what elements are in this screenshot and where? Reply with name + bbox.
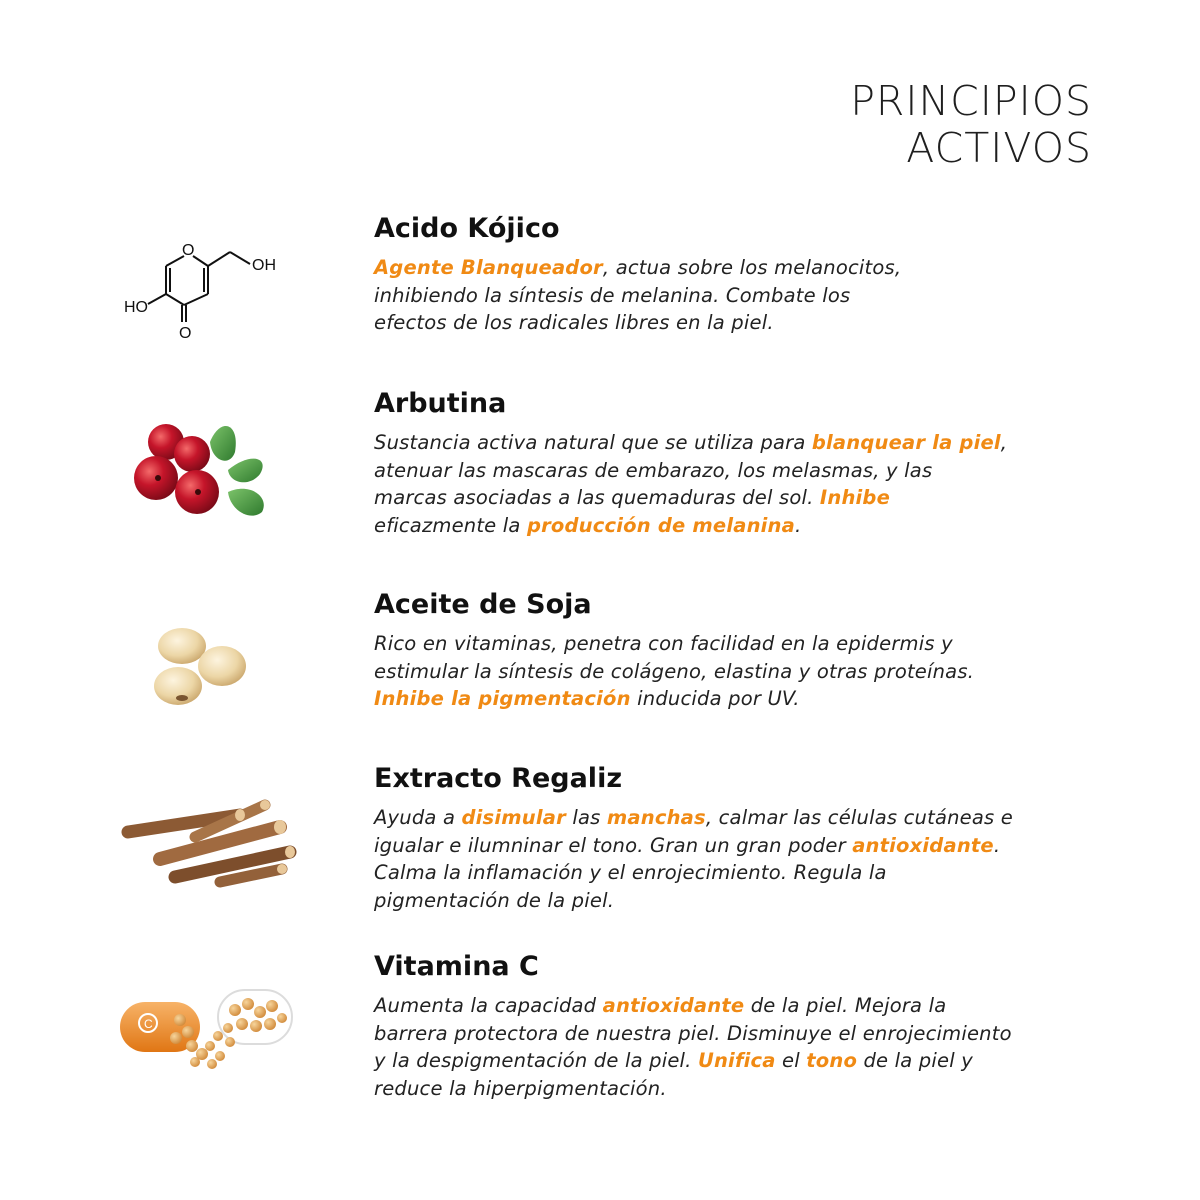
highlight-text: Unifica: [697, 1049, 776, 1072]
ingredient-name: Extracto Regaliz: [374, 763, 623, 794]
highlight-text: disimular: [461, 806, 566, 829]
ingredient-name: Vitamina C: [374, 951, 539, 982]
description-text: estimular la síntesis de colágeno, elastina y otras proteínas.: [374, 659, 975, 683]
description-text: inducida por UV.: [630, 687, 800, 710]
description-text: ,: [1000, 431, 1008, 454]
highlight-text: Inhibe la pigmentación: [374, 687, 631, 710]
ingredient-name: Arbutina: [374, 388, 507, 419]
ingredient-text: [374, 762, 1114, 914]
description-text: Rico en vitaminas, penetra con facilidad en la epidermis y: [374, 632, 953, 655]
description-text: Calma la inflamación y el enrojecimiento. Regula la: [374, 861, 887, 884]
ingredient-text: [374, 212, 1114, 337]
oh-label: OH: [252, 257, 276, 274]
ingredient-description: [374, 254, 1114, 337]
description-text: reduce la hiperpigmentación.: [374, 1076, 667, 1100]
description-text: igualar e ilumninar el tono. Gran un gran poder: [374, 833, 853, 857]
ingredient-description: [374, 630, 1114, 713]
highlight-text: producción de melanina: [526, 513, 796, 537]
page-title-line-2: ACTIVOS: [906, 124, 1092, 172]
licorice-roots-icon: [100, 777, 300, 907]
description-text: .: [795, 513, 802, 537]
highlight-text: tono: [806, 1049, 858, 1072]
page-title-line-1: PRINCIPIOS: [850, 77, 1092, 125]
description-text: eficazmente la: [374, 513, 527, 537]
highlight-text: Agente Blanqueador: [374, 256, 603, 279]
description-text: Aumenta la capacidad: [374, 994, 603, 1017]
description-text: .: [993, 833, 1001, 857]
kojic-acid-structure-icon: [100, 224, 300, 354]
ingredient-name: Acido Kójico: [374, 213, 560, 244]
ingredient-text: [374, 950, 1114, 1102]
page-title: [850, 78, 1092, 172]
description-text: de la piel. Mejora la: [744, 994, 947, 1017]
highlight-text: Inhibe: [819, 486, 891, 509]
ingredient-description: [374, 429, 1114, 539]
description-text: y la despigmentación de la piel.: [374, 1049, 698, 1072]
soybeans-icon: [100, 608, 300, 738]
ingredient-text: [374, 387, 1114, 539]
vitamin-c-capsule-icon: [100, 980, 300, 1110]
description-text: el: [775, 1049, 807, 1072]
highlight-text: manchas: [606, 806, 706, 829]
description-text: , actua sobre los melanocitos,: [602, 256, 902, 279]
description-text: marcas asociadas a las quemaduras del sol.: [374, 486, 820, 509]
ring-oxygen-label: O: [182, 242, 195, 259]
description-text: barrera protectora de nuestra piel. Disminuye el enrojecimiento: [374, 1021, 1012, 1045]
cranberries-icon: [100, 412, 300, 542]
highlight-text: blanquear la piel: [811, 431, 1001, 454]
description-text: Ayuda a: [374, 806, 462, 829]
ingredient-name: Aceite de Soja: [374, 589, 592, 620]
description-text: , calmar las células cutáneas e: [705, 806, 1013, 829]
carbonyl-oxygen-label: O: [179, 325, 192, 342]
description-text: las: [565, 806, 607, 829]
highlight-text: antioxidante: [602, 994, 745, 1017]
description-text: efectos de los radicales libres en la piel.: [374, 311, 774, 334]
description-text: inhibiendo la síntesis de melanina. Combate los: [374, 283, 851, 307]
description-text: pigmentación de la piel.: [374, 888, 615, 912]
description-text: Sustancia activa natural que se utiliza para: [374, 431, 812, 454]
highlight-text: antioxidante: [852, 833, 994, 857]
ingredient-text: [374, 588, 1114, 713]
description-text: de la piel y: [857, 1049, 973, 1072]
capsule-letter: C: [144, 1017, 153, 1031]
ingredient-description: [374, 804, 1114, 914]
description-text: atenuar las mascaras de embarazo, los melasmas, y las: [374, 458, 933, 482]
ho-label: HO: [124, 299, 148, 316]
ingredient-description: [374, 992, 1114, 1102]
